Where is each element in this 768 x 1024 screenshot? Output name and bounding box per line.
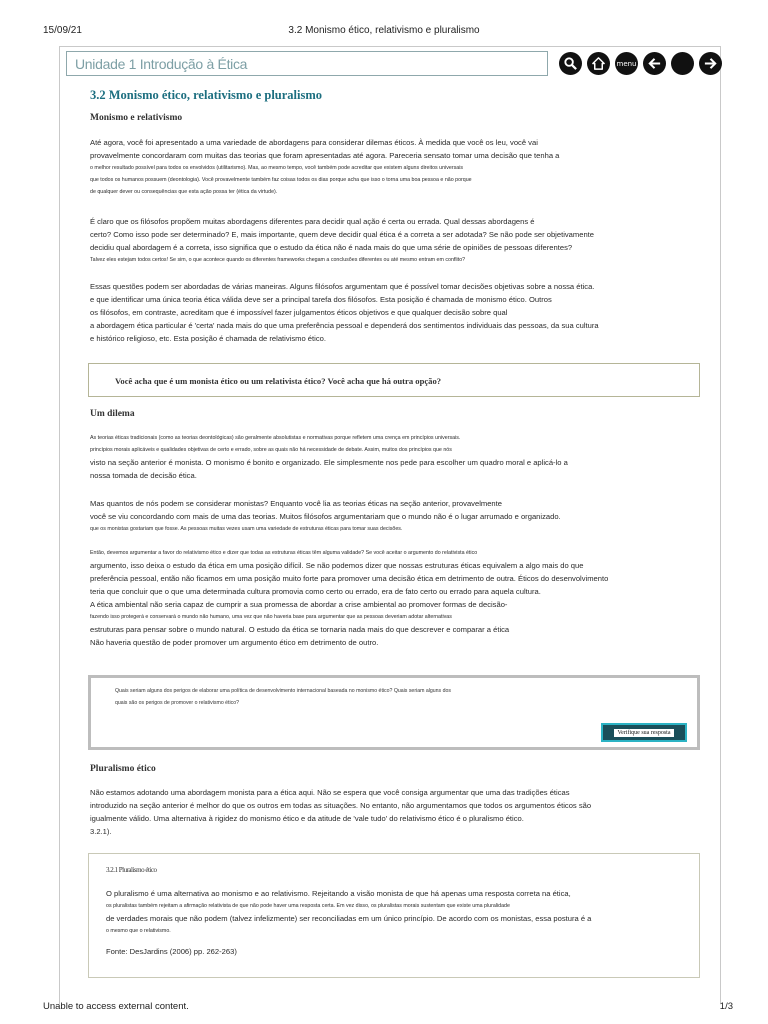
text-line: igualmente válido. Uma alternativa à rigidez do monismo ético e da atitude de 'vale tudo' do relativismo ético é o pluralismo ético.	[90, 814, 524, 823]
paragraph-7	[90, 786, 591, 838]
text-line: Não haveria questão de poder promover um argumento ético em detrimento de outro.	[90, 638, 379, 647]
check-answer-label: Verifique sua resposta	[614, 729, 675, 737]
subheading-um-dilema: Um dilema	[90, 409, 135, 419]
text-line: Essas questões podem ser abordadas de várias maneiras. Alguns filósofos argumentam que é possível tomar decisões objetivas sobre a nossa ética.	[90, 282, 595, 291]
unit-title: Unidade 1 Introdução à Ética	[75, 56, 248, 72]
page-number: 1/3	[719, 1001, 733, 1012]
text-line: você se viu concordando com mais de uma das teorias. Muitos filósofos argumentariam que o mundo não é o lugar arrumado e organizado.	[90, 512, 561, 521]
search-icon[interactable]	[559, 52, 582, 75]
text-line: Talvez eles estejam todos certos! Se sim, o que acontece quando os diferentes frameworks chegam a conclusões diferentes ou até mesmo entram em conflito?	[90, 257, 466, 263]
text-line: que os monistas gostariam que fosse. As pessoas muitas vezes usam uma variedade de estruturas éticas para tomar suas decisões.	[90, 526, 403, 532]
back-arrow-icon[interactable]	[643, 52, 666, 75]
text-line: o melhor resultado possível para todos os envolvidos (utilitarismo). Mas, ao mesmo tempo, você também pode acreditar que existem alguns direitos universais	[90, 165, 464, 171]
paragraph-5	[90, 497, 561, 535]
text-line: Não estamos adotando uma abordagem monista para a ética aqui. Não se espera que você consiga argumentar que uma das tradições éticas	[90, 788, 570, 797]
question-text	[115, 685, 451, 709]
text-line: e que identificar uma única teoria ética válida deve ser a principal tarefa dos filósofos. Esta posição é chamada de monismo ético. Outros	[90, 295, 552, 304]
home-icon[interactable]	[587, 52, 610, 75]
text-line: 3.2.1).	[90, 827, 112, 836]
paragraph-1	[90, 136, 559, 198]
quote-title: 3.2.1 Pluralismo ético	[106, 866, 157, 874]
text-line: preferência pessoal, então não ficamos em uma posição muito forte para promover uma decisão ética em detrimento de outra. Éticos do desenvolvimento	[90, 574, 609, 583]
text-line: introduzido na seção anterior é melhor do que os outros em todas as situações. No entanto, não argumentamos que todos os argumentos éticos são	[90, 801, 592, 810]
text-line: Então, devemos argumentar a favor do relativismo ético e dizer que todas as estruturas éticas têm alguma validade? Se você aceitar o argumento do relativista ético	[90, 550, 478, 556]
text-line: As teorias éticas tradicionais (como as teorias deontológicas) são geralmente absolutistas e normativas porque refletem uma crença em princípios universais.	[90, 435, 461, 441]
section-title: 3.2 Monismo ético, relativismo e pluralismo	[90, 88, 323, 102]
text-line: argumento, isso deixa o estudo da ética em uma posição difícil. Se não podemos dizer que nossas estruturas éticas equivalem a algo mais do que	[90, 561, 584, 570]
text-line: O pluralismo é uma alternativa ao monismo e ao relativismo. Rejeitando a visão monista de que há apenas uma resposta correta na ética,	[106, 889, 571, 898]
paragraph-4	[90, 432, 568, 482]
print-header	[0, 25, 768, 39]
top-navigation-bar	[66, 51, 718, 77]
quote-body	[106, 887, 591, 958]
text-line: o mesmo que o relativismo.	[106, 928, 171, 934]
print-footer	[0, 1001, 768, 1015]
nav-icon-group	[559, 52, 722, 76]
text-line: nossa tomada de decisão ética.	[90, 471, 197, 480]
text-line: certo? Como isso pode ser determinado? E, mais importante, quem deve decidir qual ética é a correta a ser adotada? Se não pode ser objetivamente	[90, 230, 595, 239]
paragraph-2	[90, 215, 594, 266]
text-line: os pluralistas também rejeitam a afirmação relativista de que não pode haver uma resposta certa. Em vez disso, os pluralistas morais sustentam que existe uma pluralidade	[106, 903, 510, 909]
circle-icon[interactable]	[671, 52, 694, 75]
question-box-1	[88, 363, 700, 397]
text-line: decidiu qual abordagem é a correta, isso significa que o estudo da ética não é nada mais do que uma série de opiniões de pessoas diferentes?	[90, 243, 573, 252]
question-box-2	[88, 675, 700, 750]
text-line: É claro que os filósofos propõem muitas abordagens diferentes para decidir qual ação é certa ou errada. Qual dessas abordagens é	[90, 217, 535, 226]
question-text: Você acha que é um monista ético ou um relativista ético? Você acha que há outra opção?	[115, 376, 442, 386]
subheading-monismo-relativismo: Monismo e relativismo	[90, 113, 183, 123]
quote-box	[88, 853, 700, 978]
text-line: visto na seção anterior é monista. O monismo é bonito e organizado. Ele simplesmente nos pede para escolher um quadro moral e aplicá-lo a	[90, 458, 568, 467]
quote-source: Fonte: DesJardins (2006) pp. 262-263)	[106, 947, 237, 956]
text-line: a abordagem ética particular é 'certa' nada mais do que uma preferência pessoal e dependerá dos sentimentos individuais das pessoas, da sua cultura	[90, 321, 599, 330]
forward-arrow-icon[interactable]	[699, 52, 722, 75]
unit-title-box	[66, 51, 548, 76]
text-line: Até agora, você foi apresentado a uma variedade de abordagens para considerar dilemas éticos. À medida que você os leu, você vai	[90, 138, 538, 147]
print-date: 15/09/21	[43, 25, 82, 36]
menu-icon[interactable]	[615, 52, 638, 75]
text-line: teria que concluir que o que uma determinada cultura promovia como certo ou errado, era de fato certo ou errado para aquela cultura.	[90, 587, 541, 596]
paragraph-6	[90, 547, 608, 649]
print-title: 3.2 Monismo ético, relativismo e pluralismo	[288, 25, 480, 36]
text-line: quais são os perigos de promover o relativismo ético?	[115, 700, 239, 706]
text-line: Quais seriam alguns dos perigos de elaborar uma política de desenvolvimento internacional baseada no monismo ético? Quais seriam alguns dos	[115, 688, 451, 694]
text-line: os filósofos, em contraste, acreditam que é impossível fazer julgamentos éticos objetivos e que qualquer decisão sobre qual	[90, 308, 508, 317]
text-line: e histórico religioso, etc. Esta posição é chamada de relativismo ético.	[90, 334, 326, 343]
text-line: de qualquer dever ou consequências que esta ação possa ter (ética da virtude).	[90, 189, 278, 195]
menu-label: menu	[616, 59, 637, 68]
paragraph-3	[90, 280, 599, 345]
subheading-pluralismo-etico: Pluralismo ético	[90, 764, 156, 774]
text-line: A ética ambiental não seria capaz de cumprir a sua promessa de abordar a crise ambiental ao promover formas de decisão-	[90, 600, 508, 609]
text-line: Mas quantos de nós podem se considerar monistas? Enquanto você lia as teorias éticas na seção anterior, provavelmente	[90, 499, 502, 508]
text-line: de verdades morais que não podem (talvez infelizmente) ser reconciliadas em um único princípio. De acordo com os monistas, essa postura é a	[106, 914, 592, 923]
text-line: estruturas para pensar sobre o mundo natural. O estudo da ética se tornaria nada mais do que descrever e comparar a ética	[90, 625, 510, 634]
text-line: que todos os humanos possuem (deontologia). Você provavelmente também faz coisas todos os dias porque acha que isso o torna uma boa pessoa e não porque	[90, 177, 472, 183]
text-line: princípios morais aplicáveis e qualidades objetivas de certo e errado, sobre as quais não há necessidade de debate. Assim, muitos dos princípios que nós	[90, 447, 452, 453]
footer-status: Unable to access external content.	[43, 1001, 189, 1012]
text-line: provavelmente concordaram com muitas das teorias que foram apresentadas até agora. Pareceria sensato tomar uma decisão que tenha a	[90, 151, 560, 160]
text-line: fazendo isso protegerá e conservará o mundo não humano, uma vez que não haveria base para argumentar que as pessoas deveriam adotar alternativas	[90, 614, 452, 620]
check-answer-button[interactable]	[601, 723, 687, 742]
